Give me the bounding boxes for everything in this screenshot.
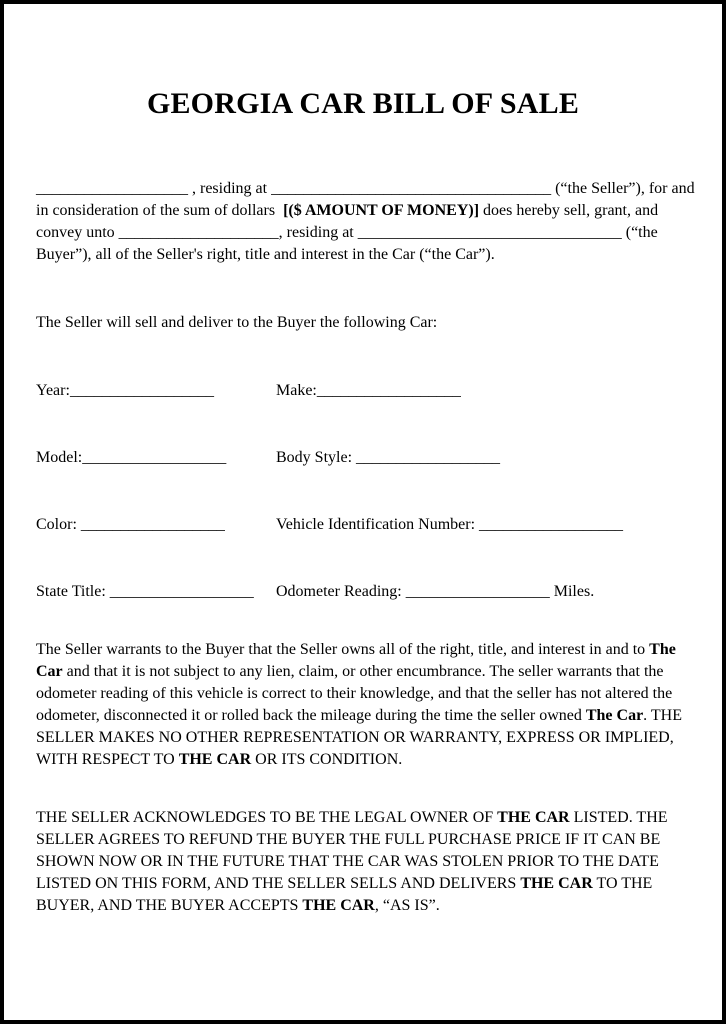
text: ___________________ , residing at ___________________________________ (“the Seller”), for and [36, 180, 695, 197]
text: convey unto ____________________, residing at _________________________________ (“the [36, 224, 658, 241]
field-color [36, 514, 276, 536]
field-label: Make: [276, 382, 317, 399]
text-line [36, 178, 695, 200]
text-line [36, 749, 690, 771]
text: Buyer”), all of the Seller's right, title and interest in the Car (“the Car”). [36, 246, 495, 263]
text: and that it is not subject to any lien, claim, or other encumbrance. The seller warrants that the [62, 663, 664, 680]
text-line [36, 705, 690, 727]
field-blank-line: __________________ [479, 516, 624, 533]
text: odometer reading of this vehicle is correct to their knowledge, and that the seller has not altered the [36, 685, 673, 702]
field-blank-line: __________________ [316, 382, 461, 399]
acknowledgment-paragraph [36, 807, 690, 917]
bold-text: THE CAR [302, 897, 375, 914]
field-vehicle-identification-number [276, 514, 623, 536]
bold-text: The [649, 641, 676, 658]
bold-text: Car [36, 663, 63, 680]
text: SHOWN NOW OR IN THE FUTURE THAT THE CAR WAS STOLEN PRIOR TO THE DATE [36, 853, 659, 870]
field-label: Odometer Reading: [276, 583, 406, 600]
document-title: GEORGIA CAR BILL OF SALE [146, 87, 580, 120]
vehicle-field-row [36, 380, 690, 402]
text-line [36, 639, 690, 661]
bold-text: THE CAR [520, 875, 593, 892]
text: , “AS IS”. [374, 897, 440, 914]
field-blank-line: __________________ [109, 583, 254, 600]
text-line [36, 244, 690, 266]
text: BUYER, AND THE BUYER ACCEPTS [36, 897, 303, 914]
text-line [36, 829, 690, 851]
text: OR ITS CONDITION. [251, 751, 403, 768]
text: The Seller warrants to the Buyer that the Seller owns all of the right, title, and interest in and to [36, 641, 650, 658]
field-label: Model: [36, 449, 83, 466]
text-line [36, 851, 690, 873]
field-blank-line: __________________ [405, 583, 550, 600]
document-body [4, 86, 722, 917]
text: SELLER AGREES TO REFUND THE BUYER THE FULL PURCHASE PRICE IF IT CAN BE [36, 831, 661, 848]
field-odometer-reading [276, 581, 594, 603]
text: WITH RESPECT TO [36, 751, 179, 768]
field-label: State Title: [36, 583, 110, 600]
text-line [36, 873, 690, 895]
vehicle-field-row [36, 581, 690, 603]
field-make [276, 380, 461, 402]
text: SELLER MAKES NO OTHER REPRESENTATION OR WARRANTY, EXPRESS OR IMPLIED, [36, 729, 674, 746]
field-body-style [276, 447, 500, 469]
field-state-title [36, 581, 276, 603]
vehicle-fields [36, 380, 690, 603]
bold-text: THE CAR [178, 751, 252, 768]
field-year [36, 380, 276, 402]
bold-text: The Car [585, 707, 644, 724]
field-label: Vehicle Identification Number: [276, 516, 480, 533]
field-label: Color: [36, 516, 81, 533]
text-line [36, 683, 690, 705]
warranty-paragraph [36, 639, 690, 771]
text: in consideration of the sum of dollars [36, 202, 284, 219]
text-line [36, 895, 690, 917]
text-line [36, 807, 690, 829]
text: TO THE [592, 875, 653, 892]
text: LISTED ON THIS FORM, AND THE SELLER SELLS AND DELIVERS [36, 875, 521, 892]
text-line [36, 661, 690, 683]
field-suffix: Miles. [549, 583, 595, 600]
text: does hereby sell, grant, and [479, 202, 659, 219]
text-line [36, 222, 690, 244]
text: . THE [643, 707, 682, 724]
field-blank-line: __________________ [82, 449, 227, 466]
vehicle-field-row [36, 447, 690, 469]
field-blank-line: __________________ [69, 382, 214, 399]
vehicle-field-row [36, 514, 690, 536]
deliver-statement: The Seller will sell and deliver to the Buyer the following Car: [36, 314, 438, 331]
text: THE SELLER ACKNOWLEDGES TO BE THE LEGAL OWNER OF [36, 809, 498, 826]
field-model [36, 447, 276, 469]
text: LISTED. THE [569, 809, 668, 826]
bold-text: [($ AMOUNT OF MONEY)] [283, 202, 480, 219]
field-blank-line: __________________ [356, 449, 501, 466]
field-label: Year: [36, 382, 70, 399]
text-line [36, 200, 690, 222]
field-label: Body Style: [276, 449, 357, 466]
field-blank-line: __________________ [80, 516, 225, 533]
text: odometer, disconnected it or rolled back the mileage during the time the seller owned [36, 707, 586, 724]
text-line [36, 727, 690, 749]
intro-paragraph [36, 178, 695, 266]
bold-text: THE CAR [497, 809, 570, 826]
